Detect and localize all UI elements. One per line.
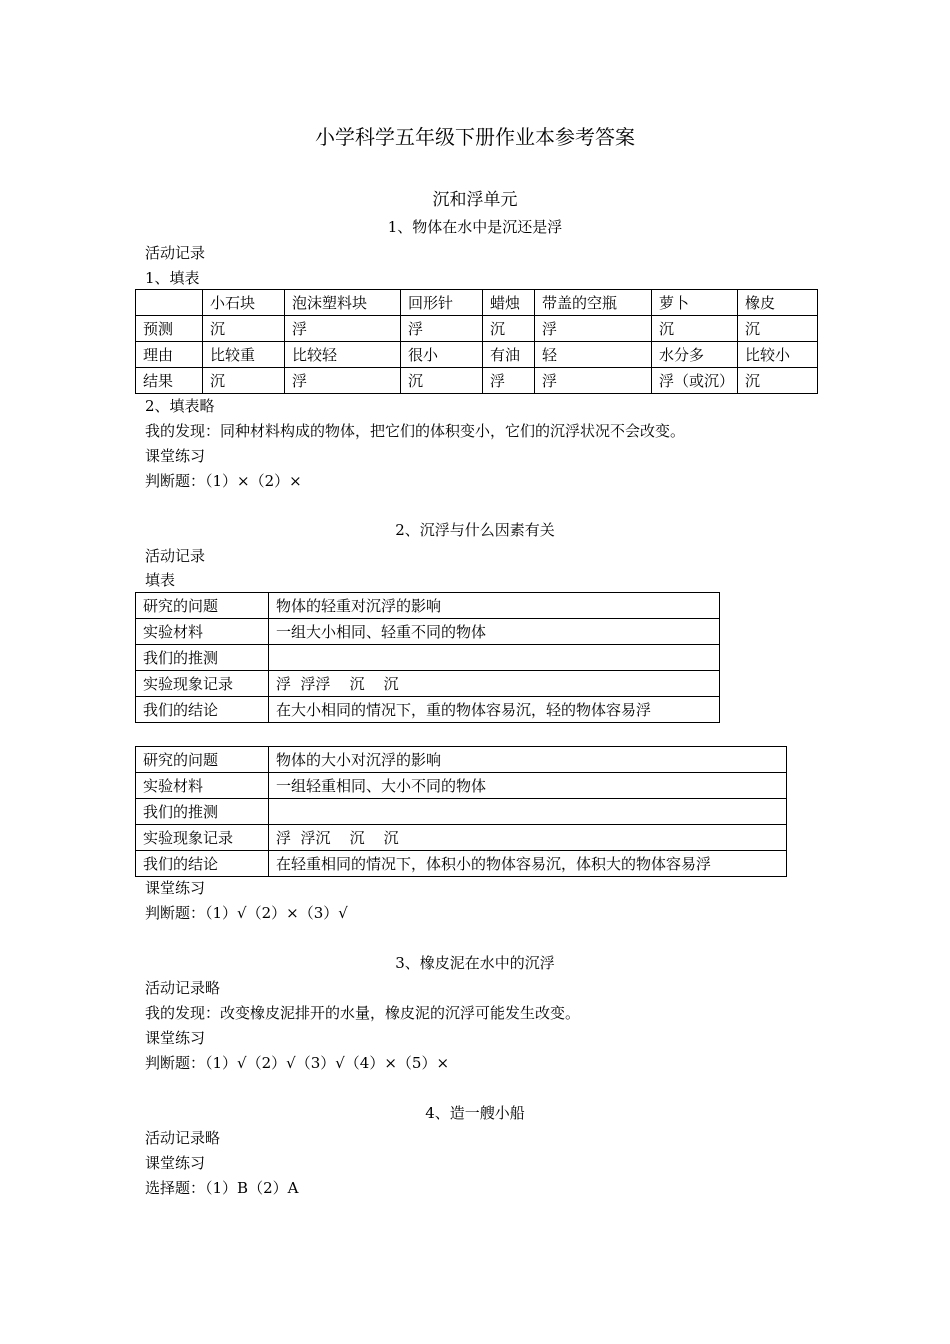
section-2-title: 2、沉浮与什么因素有关	[395, 521, 555, 539]
table-cell: 实验材料	[136, 773, 269, 799]
table-cell: 浮	[285, 316, 401, 342]
table-cell: 浮	[401, 316, 483, 342]
section-2-practice-label: 课堂练习	[145, 879, 206, 897]
table-cell: 回形针	[401, 290, 483, 316]
table-cell: 浮	[483, 368, 535, 394]
section-2-fill-label: 填表	[145, 571, 176, 589]
unit-title: 沉和浮单元	[432, 190, 518, 210]
table-cell: 一组轻重相同、大小不同的物体	[269, 773, 787, 799]
section-1-title: 1、物体在水中是沉还是浮	[387, 218, 563, 236]
table-row	[136, 645, 720, 671]
section-2-activity-label: 活动记录	[145, 547, 206, 565]
table-row	[136, 368, 818, 394]
section-3-activity-label: 活动记录略	[145, 979, 221, 997]
table-row	[136, 697, 720, 723]
table-cell	[269, 645, 720, 671]
table-cell: 比较轻	[285, 342, 401, 368]
table-cell: 实验材料	[136, 619, 269, 645]
table-row	[136, 619, 720, 645]
table-cell: 浮	[535, 316, 652, 342]
table-cell	[136, 290, 203, 316]
table-cell: 浮 浮浮 沉 沉	[269, 671, 720, 697]
section-1-fill-table-2: 2、填表略	[145, 397, 215, 415]
sink-float-table	[135, 289, 818, 394]
table-cell: 沉	[203, 368, 285, 394]
table-row	[136, 342, 818, 368]
table-cell: 比较小	[738, 342, 818, 368]
table-cell: 橡皮	[738, 290, 818, 316]
section-1-judgement: 判断题：（1）×（2）×	[145, 472, 302, 490]
table-cell: 沉	[203, 316, 285, 342]
table-cell: 带盖的空瓶	[535, 290, 652, 316]
table-cell: 沉	[401, 368, 483, 394]
table-row	[136, 316, 818, 342]
table-row	[136, 799, 787, 825]
table-row	[136, 825, 787, 851]
section-4-title: 4、造一艘小船	[425, 1104, 525, 1122]
table-header-row	[136, 290, 818, 316]
table-cell: 实验现象记录	[136, 671, 269, 697]
weight-experiment-table	[135, 592, 720, 723]
section-3-practice-label: 课堂练习	[145, 1029, 206, 1047]
section-1-practice-label: 课堂练习	[145, 447, 206, 465]
table-cell: 有油	[483, 342, 535, 368]
table-row	[136, 593, 720, 619]
section-2-judgement: 判断题：（1）√（2）×（3）√	[145, 904, 348, 922]
table-cell: 研究的问题	[136, 593, 269, 619]
table-row	[136, 671, 720, 697]
table-cell: 预测	[136, 316, 203, 342]
table-cell: 浮（或沉）	[652, 368, 738, 394]
section-1-activity-label: 活动记录	[145, 244, 206, 262]
table-cell: 小石块	[203, 290, 285, 316]
section-4-activity-label: 活动记录略	[145, 1129, 221, 1147]
table-cell: 沉	[483, 316, 535, 342]
table-cell: 比较重	[203, 342, 285, 368]
table-cell: 物体的轻重对沉浮的影响	[269, 593, 720, 619]
section-3-title: 3、橡皮泥在水中的沉浮	[395, 954, 555, 972]
section-3-discovery: 我的发现：改变橡皮泥排开的水量，橡皮泥的沉浮可能发生改变。	[145, 1004, 581, 1022]
table-cell: 理由	[136, 342, 203, 368]
table-cell: 我们的结论	[136, 697, 269, 723]
table-cell: 浮	[535, 368, 652, 394]
table-row	[136, 747, 787, 773]
table-cell: 泡沫塑料块	[285, 290, 401, 316]
section-3-judgement: 判断题：（1）√（2）√（3）√（4）×（5）×	[145, 1054, 450, 1072]
table-cell: 轻	[535, 342, 652, 368]
table-cell: 很小	[401, 342, 483, 368]
section-4-choice: 选择题：（1）B（2）A	[145, 1179, 299, 1197]
table-row	[136, 773, 787, 799]
table-cell: 沉	[738, 368, 818, 394]
table-cell: 物体的大小对沉浮的影响	[269, 747, 787, 773]
table-cell	[269, 799, 787, 825]
table-cell: 结果	[136, 368, 203, 394]
table-cell: 研究的问题	[136, 747, 269, 773]
table-cell: 浮 浮沉 沉 沉	[269, 825, 787, 851]
section-4-practice-label: 课堂练习	[145, 1154, 206, 1172]
table-cell: 水分多	[652, 342, 738, 368]
table-cell: 一组大小相同、轻重不同的物体	[269, 619, 720, 645]
table-cell: 在轻重相同的情况下，体积小的物体容易沉，体积大的物体容易浮	[269, 851, 787, 877]
table-row	[136, 851, 787, 877]
table-cell: 实验现象记录	[136, 825, 269, 851]
table-cell: 在大小相同的情况下，重的物体容易沉，轻的物体容易浮	[269, 697, 720, 723]
table-cell: 我们的推测	[136, 799, 269, 825]
table-cell: 沉	[738, 316, 818, 342]
table-cell: 浮	[285, 368, 401, 394]
table-cell: 蜡烛	[483, 290, 535, 316]
table-cell: 萝卜	[652, 290, 738, 316]
size-experiment-table	[135, 746, 787, 877]
table-cell: 我们的推测	[136, 645, 269, 671]
document-title: 小学科学五年级下册作业本参考答案	[315, 125, 635, 149]
table-cell: 沉	[652, 316, 738, 342]
table-cell: 我们的结论	[136, 851, 269, 877]
section-1-discovery: 我的发现：同种材料构成的物体，把它们的体积变小，它们的沉浮状况不会改变。	[145, 422, 686, 440]
section-1-fill-table-label: 1、填表	[145, 269, 200, 287]
